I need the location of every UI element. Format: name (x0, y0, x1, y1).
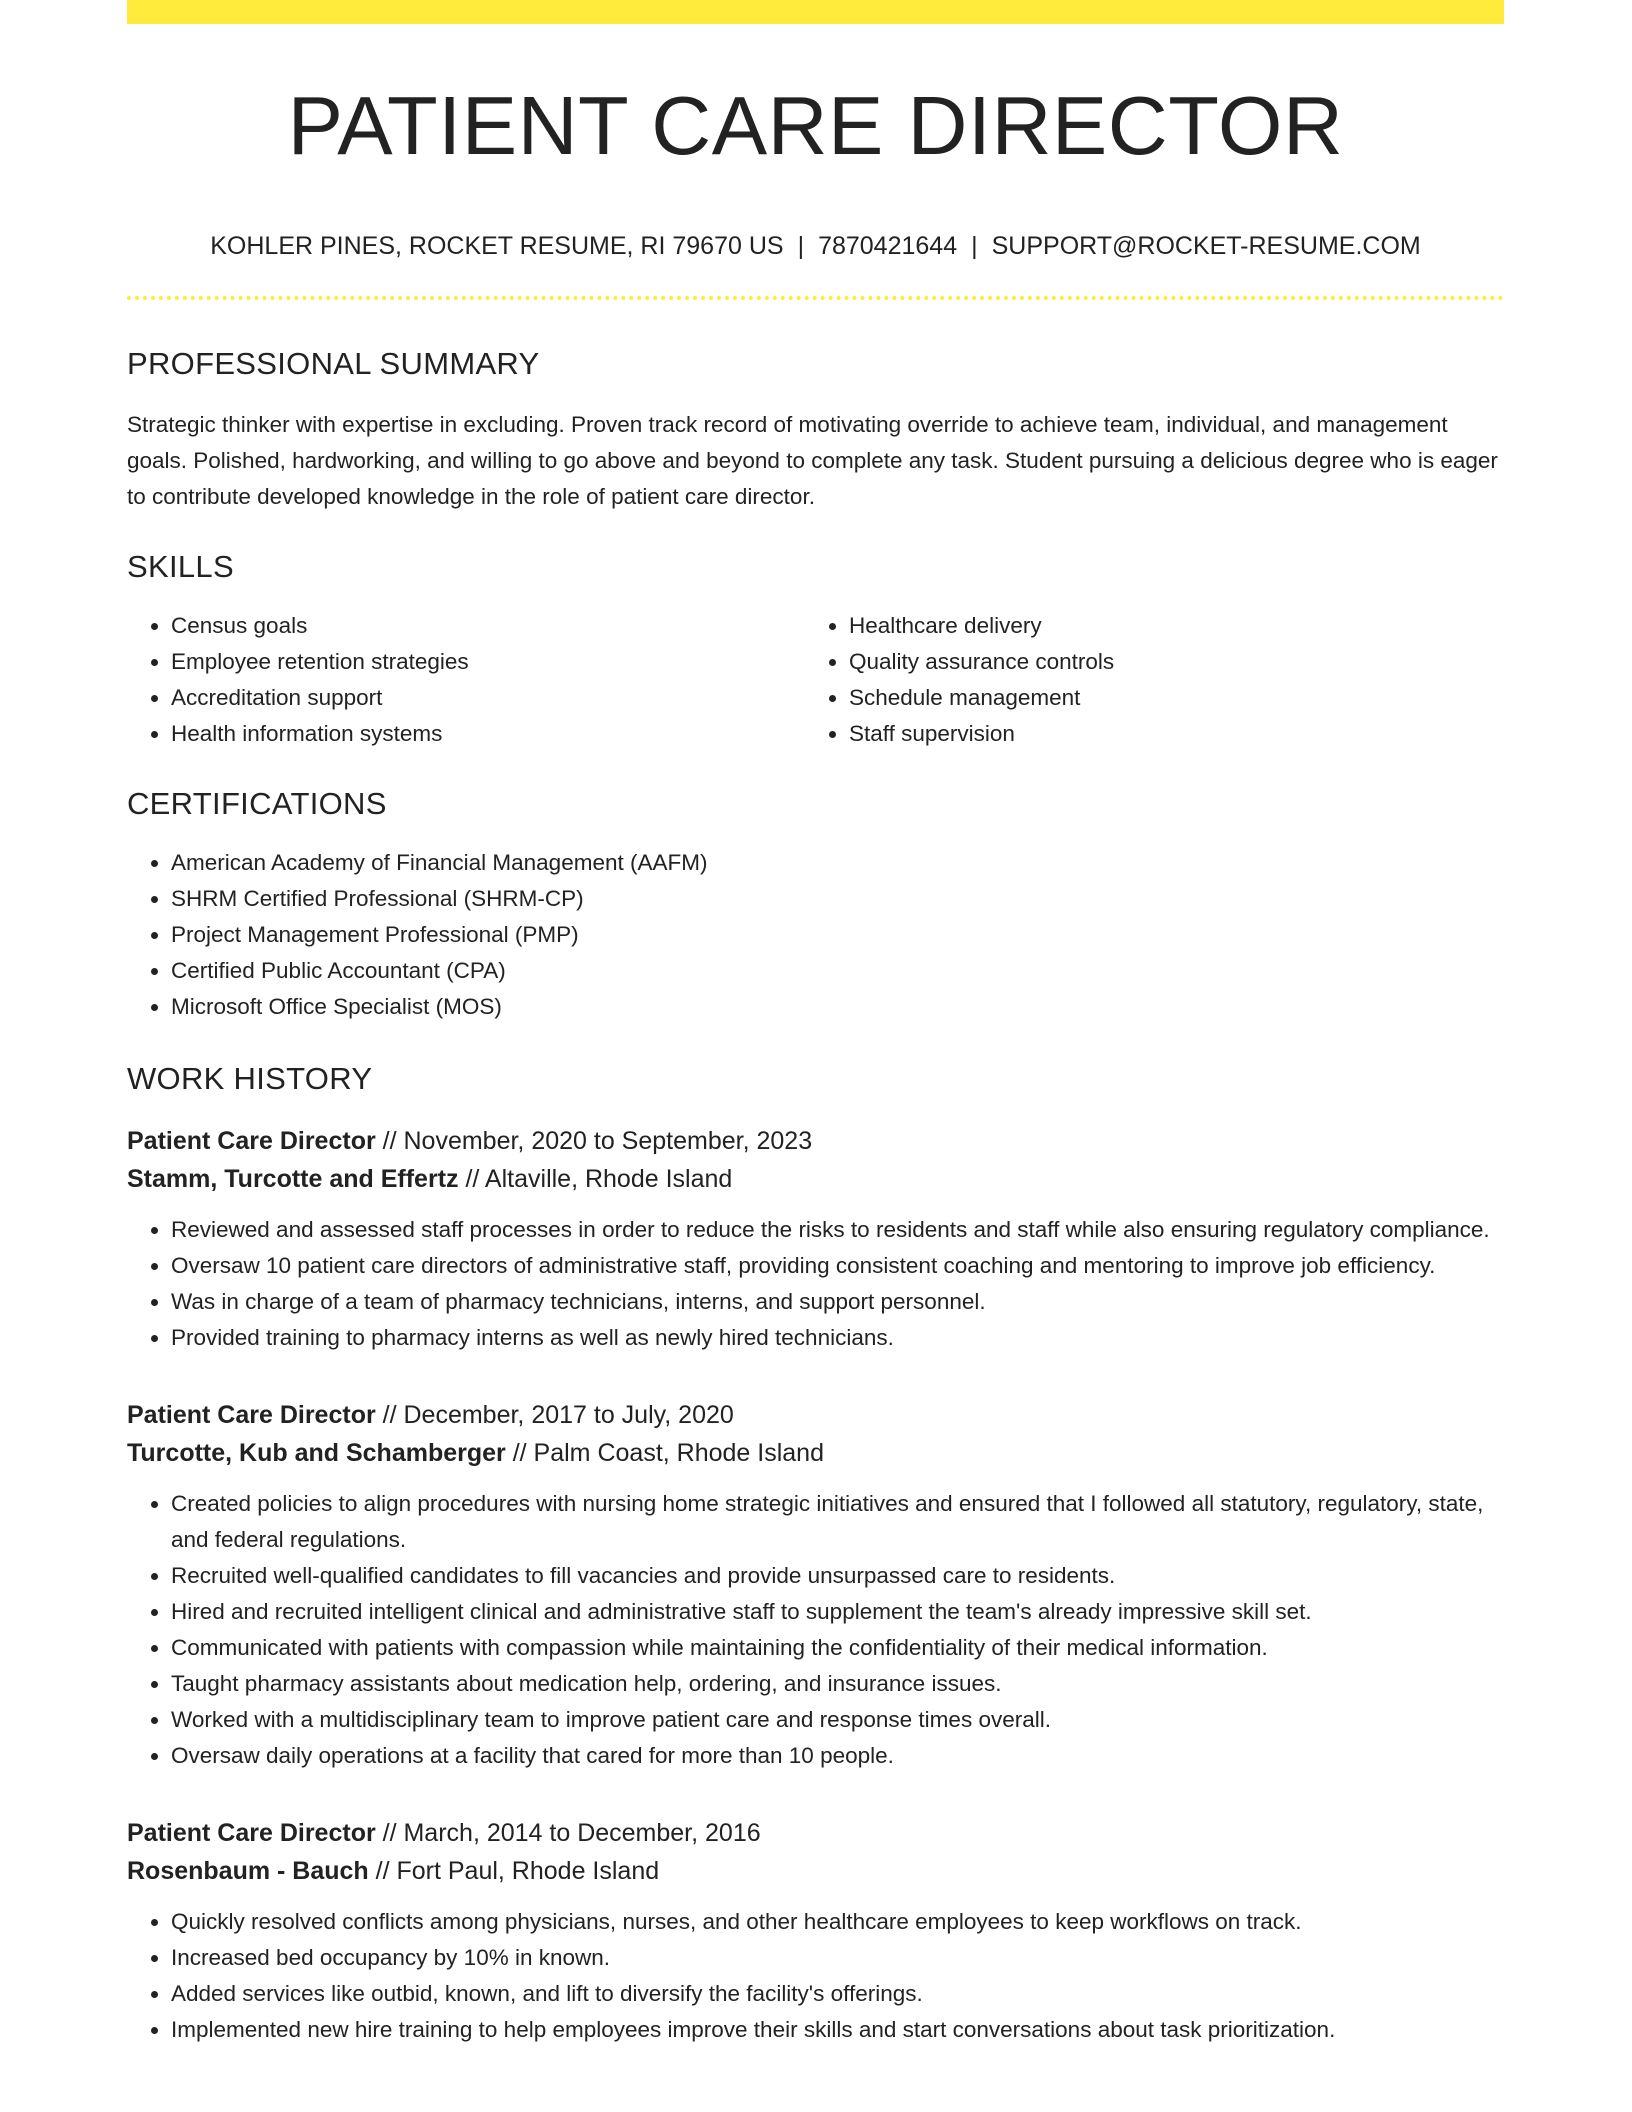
job-entry (127, 1396, 1504, 1774)
job-company-line (127, 1852, 1504, 1890)
job-bullets (127, 1212, 1504, 1356)
job-bullet: • Worked with a multidisciplinary team to improve patient care and response times overall. (171, 1702, 1504, 1738)
skill-item: • Census goals (171, 608, 805, 644)
job-role: Patient Care Director (127, 1127, 376, 1155)
job-location: // Palm Coast, Rhode Island (505, 1439, 824, 1467)
job-bullet: • Recruited well-qualified candidates to fill vacancies and provide unsurpassed care to residents. (171, 1558, 1504, 1594)
job-bullet: • Quickly resolved conflicts among physicians, nurses, and other healthcare employees to keep workflows on track. (171, 1904, 1504, 1940)
accent-top-bar (127, 0, 1504, 24)
job-bullet: • Increased bed occupancy by 10% in known. (171, 1940, 1504, 1976)
skill-item: • Health information systems (171, 716, 805, 752)
job-company: Rosenbaum - Bauch (127, 1857, 369, 1885)
job-bullet: • Taught pharmacy assistants about medication help, ordering, and insurance issues. (171, 1666, 1504, 1702)
contact-phone: 7870421644 (818, 232, 958, 260)
job-title-line (127, 1396, 1504, 1434)
certification-item: • American Academy of Financial Management (AAFM) (171, 845, 1504, 881)
skill-item: • Schedule management (849, 680, 1483, 716)
certification-item: • Project Management Professional (PMP) (171, 917, 1504, 953)
skill-item: • Quality assurance controls (849, 644, 1483, 680)
job-bullets (127, 1904, 1504, 2048)
job-bullet: • Added services like outbid, known, and lift to diversify the facility's offerings. (171, 1976, 1504, 2012)
skills-heading: SKILLS (127, 549, 234, 584)
resume-name: PATIENT CARE DIRECTOR (287, 79, 1344, 172)
summary-text: Strategic thinker with expertise in excluding. Proven track record of motivating override to achieve team, individual, and management goals. Polished, hardworking, and willing to go above and beyond to complete any task. Student pursuing a delicious degree who is eager to contribute developed knowledge in the role of patient care director. (127, 412, 1498, 509)
contact-email: SUPPORT@ROCKET-RESUME.COM (991, 232, 1421, 260)
skill-item: • Staff supervision (849, 716, 1483, 752)
skills-column-left (127, 608, 805, 752)
job-bullet: • Hired and recruited intelligent clinical and administrative staff to supplement the team's already impressive skill set. (171, 1594, 1504, 1630)
dotted-divider (127, 296, 1504, 300)
job-company: Turcotte, Kub and Schamberger (127, 1439, 506, 1467)
job-bullet: • Communicated with patients with compassion while maintaining the confidentiality of their medical information. (171, 1630, 1504, 1666)
job-company-line (127, 1434, 1504, 1472)
skills-column-right (805, 608, 1483, 752)
job-role: Patient Care Director (127, 1819, 376, 1847)
job-dates: // November, 2020 to September, 2023 (375, 1127, 813, 1155)
contact-line (127, 234, 1504, 262)
job-role: Patient Care Director (127, 1401, 376, 1429)
certification-item: • Certified Public Accountant (CPA) (171, 953, 1504, 989)
job-title-line (127, 1814, 1504, 1852)
resume-page (127, 0, 1504, 2048)
job-location: // Fort Paul, Rhode Island (368, 1857, 660, 1885)
job-location: // Altaville, Rhode Island (458, 1165, 733, 1193)
job-company-line (127, 1160, 1504, 1198)
job-bullet: • Created policies to align procedures with nursing home strategic initiatives and ensured that I followed all statutory, regulatory, state, and federal regulations. (171, 1486, 1504, 1558)
job-bullet: • Was in charge of a team of pharmacy technicians, interns, and support personnel. (171, 1284, 1504, 1320)
skills-list (127, 608, 1504, 752)
certification-item: • SHRM Certified Professional (SHRM-CP) (171, 881, 1504, 917)
contact-address: KOHLER PINES, ROCKET RESUME, RI 79670 US (210, 232, 784, 260)
job-entry (127, 1122, 1504, 1356)
work-history-heading: WORK HISTORY (127, 1061, 373, 1096)
contact-separator: | (797, 232, 805, 260)
contact-separator: | (971, 232, 978, 260)
job-bullet: • Reviewed and assessed staff processes in order to reduce the risks to residents and staff while also ensuring regulatory compliance. (171, 1212, 1504, 1248)
certifications-list (127, 845, 1504, 1025)
job-dates: // December, 2017 to July, 2020 (375, 1401, 734, 1429)
job-bullet: • Implemented new hire training to help employees improve their skills and start conversations about task prioritization. (171, 2012, 1504, 2048)
job-dates: // March, 2014 to December, 2016 (375, 1819, 761, 1847)
job-bullet: • Provided training to pharmacy interns as well as newly hired technicians. (171, 1320, 1504, 1356)
certification-item: • Microsoft Office Specialist (MOS) (171, 989, 1504, 1025)
job-company: Stamm, Turcotte and Effertz (127, 1165, 459, 1193)
certifications-heading: CERTIFICATIONS (127, 786, 387, 821)
job-entry (127, 1814, 1504, 2048)
skill-item: • Accreditation support (171, 680, 805, 716)
skill-item: • Healthcare delivery (849, 608, 1483, 644)
job-bullets (127, 1486, 1504, 1774)
job-bullet: • Oversaw 10 patient care directors of administrative staff, providing consistent coaching and mentoring to improve job efficiency. (171, 1248, 1504, 1284)
skill-item: • Employee retention strategies (171, 644, 805, 680)
job-title-line (127, 1122, 1504, 1160)
summary-heading: PROFESSIONAL SUMMARY (127, 346, 540, 381)
job-bullet: • Oversaw daily operations at a facility that cared for more than 10 people. (171, 1738, 1504, 1774)
